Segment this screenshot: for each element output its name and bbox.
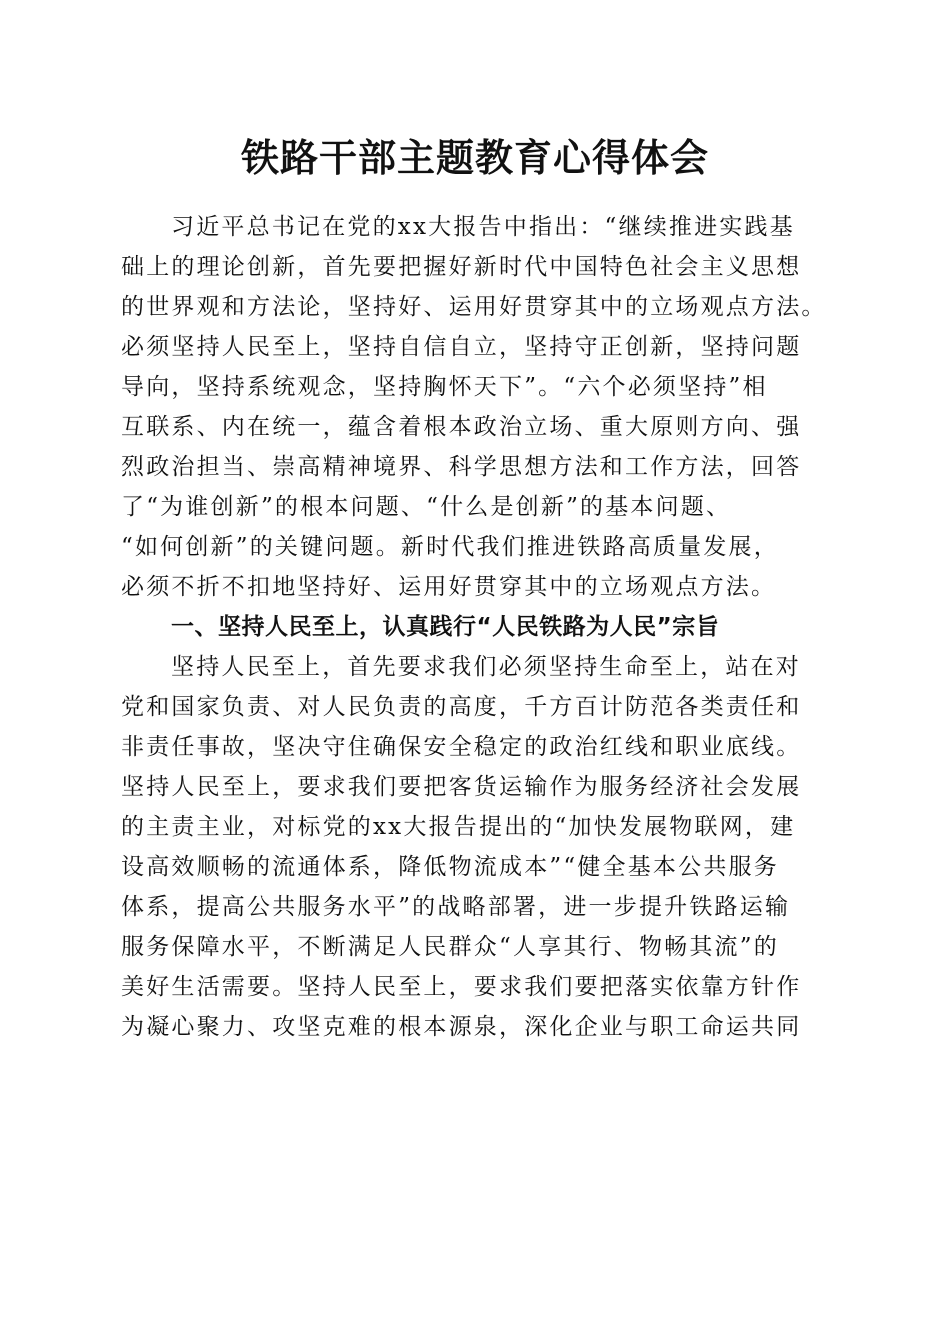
paragraph-1-line-6: 互联系、内在统一，蕴含着根本政治立场、重大原则方向、强 <box>121 414 802 440</box>
paragraph-2-line-5: 的主责主业，对标党的xx大报告提出的“加快发展物联网，建 <box>121 814 796 840</box>
paragraph-2-line-10: 为凝心聚力、攻坚克难的根本源泉，深化企业与职工命运共同 <box>121 1014 802 1040</box>
paragraph-1-line-5: 导向，坚持系统观念，坚持胸怀天下”。“六个必须坚持”相 <box>121 374 768 400</box>
paragraph-2-line-1: 坚持人民至上，首先要求我们必须坚持生命至上，站在对 <box>171 654 801 680</box>
paragraph-2-line-4: 坚持人民至上，要求我们要把客货运输作为服务经济社会发展 <box>121 774 802 800</box>
section-heading-1: 一、坚持人民至上，认真践行“人民铁路为人民”宗旨 <box>171 614 720 640</box>
paragraph-1-line-4: 必须坚持人民至上，坚持自信自立，坚持守正创新，坚持问题 <box>121 334 802 360</box>
paragraph-2-line-6: 设高效顺畅的流通体系，降低物流成本”“健全基本公共服务 <box>121 854 779 880</box>
paragraph-2-line-8: 服务保障水平，不断满足人民群众“人享其行、物畅其流”的 <box>121 934 779 960</box>
paragraph-2-line-3: 非责任事故，坚决守住确保安全稳定的政治红线和职业底线。 <box>121 734 802 760</box>
paragraph-2-line-7: 体系，提高公共服务水平”的战略部署，进一步提升铁路运输 <box>121 894 791 920</box>
paragraph-2-line-2: 党和国家负责、对人民负责的高度，千方百计防范各类责任和 <box>121 694 802 720</box>
paragraph-1-line-3: 的世界观和方法论，坚持好、运用好贯穿其中的立场观点方法。 <box>121 294 827 320</box>
document-body <box>121 207 833 1047</box>
paragraph-2-line-9: 美好生活需要。坚持人民至上，要求我们要把落实依靠方针作 <box>121 974 802 1000</box>
paragraph-1-line-7: 烈政治担当、崇高精神境界、科学思想方法和工作方法，回答 <box>121 454 802 480</box>
document-title: 铁路干部主题教育心得体会 <box>240 135 709 180</box>
paragraph-1-line-8: 了“为谁创新”的根本问题、“什么是创新”的基本问题、 <box>121 494 732 520</box>
paragraph-1-line-1: 习近平总书记在党的xx大报告中指出：“继续推进实践基 <box>171 214 795 240</box>
paragraph-1-line-10: 必须不折不扣地坚持好、运用好贯穿其中的立场观点方法。 <box>121 574 777 600</box>
paragraph-1-line-2: 础上的理论创新，首先要把握好新时代中国特色社会主义思想 <box>121 254 802 280</box>
paragraph-1-line-9: “如何创新”的关键问题。新时代我们推进铁路高质量发展， <box>121 534 779 560</box>
